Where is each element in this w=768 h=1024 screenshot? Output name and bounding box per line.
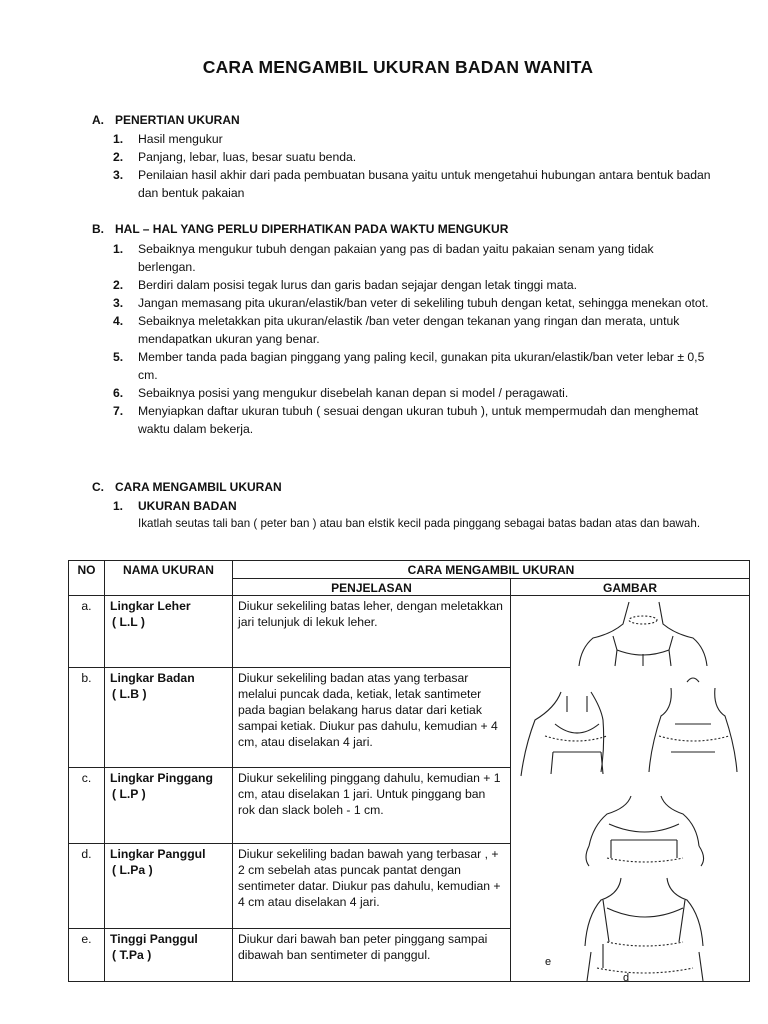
row-name (105, 928, 233, 981)
header-method: CARA MENGAMBIL UKURAN (233, 561, 750, 579)
section-a-heading (92, 113, 240, 127)
figure-cell (511, 596, 750, 982)
item-number: 6. (113, 386, 124, 400)
section-a-list (113, 130, 713, 202)
row-no: d. (69, 843, 105, 928)
list-item (113, 348, 713, 384)
row-no: a. (69, 596, 105, 668)
measure-name: Lingkar Leher (110, 599, 191, 613)
subsection-number: 1. (113, 499, 124, 513)
hip-figure (545, 878, 703, 981)
measure-abbr: ( L.P ) (112, 786, 146, 801)
subsection-heading (113, 499, 237, 513)
section-c-title: CARA MENGAMBIL UKURAN (115, 480, 282, 494)
item-number: 1. (113, 242, 124, 256)
section-a-label: A. (92, 113, 104, 127)
item-number: 7. (113, 404, 124, 418)
item-text: Berdiri dalam posisi tegak lurus dan garis badan sejajar dengan letak tinggi mata. (138, 278, 578, 292)
list-item (113, 384, 713, 402)
item-text: Sebaiknya posisi yang mengukur disebelah kanan depan si model / peragawati. (138, 386, 569, 400)
measure-abbr: ( L.Pa ) (112, 862, 153, 877)
list-item (113, 402, 713, 438)
measure-name: Lingkar Badan (110, 670, 195, 685)
item-number: 3. (113, 296, 124, 310)
section-a-title: PENERTIAN UKURAN (115, 113, 240, 127)
subsection-title: UKURAN BADAN (138, 499, 237, 513)
list-item (113, 166, 713, 202)
section-b-title: HAL – HAL YANG PERLU DIPERHATIKAN PADA WAKTU MENGUKUR (115, 222, 509, 236)
item-text: Penilaian hasil akhir dari pada pembuatan busana yaitu untuk mengetahui hubungan antara bentuk badan dan bentuk pakaian (138, 168, 711, 200)
item-text: Sebaiknya meletakkan pita ukuran/elastik /ban veter dengan tekanan yang ringan dan merata, untuk mendapatkan ukuran yang benar. (138, 314, 680, 346)
bust-figure (521, 678, 737, 776)
list-item (113, 294, 713, 312)
item-number: 1. (113, 132, 124, 146)
section-c-label: C. (92, 480, 104, 494)
measure-abbr: ( L.B ) (112, 686, 147, 701)
section-c-heading (92, 480, 282, 494)
list-item (113, 130, 713, 148)
list-item (113, 312, 713, 348)
neck-figure (579, 602, 707, 666)
list-item (113, 276, 713, 294)
row-name (105, 843, 233, 928)
item-text: Sebaiknya mengukur tubuh dengan pakaian yang pas di badan yaitu pakaian senam yang tidak berlengan. (138, 242, 654, 274)
row-no: e. (69, 928, 105, 981)
header-explanation: PENJELASAN (233, 579, 511, 596)
row-desc: Diukur sekeliling badan atas yang terbasar melalui puncak dada, ketiak, letak santimeter pada bagian belakang harus datar dari ketiak sampai ketiak. Diukur pas dahulu, kemudian + 4 cm, atau diselakan 4 jari. (233, 667, 511, 767)
item-number: 2. (113, 278, 124, 292)
item-text: Panjang, lebar, luas, besar suatu benda. (138, 150, 357, 164)
page-title: CARA MENGAMBIL UKURAN BADAN WANITA (202, 57, 594, 77)
header-name: NAMA UKURAN (105, 561, 233, 596)
section-b-list (113, 240, 713, 438)
table-row (69, 596, 750, 668)
label-e: e (545, 956, 552, 968)
header-no: NO (69, 561, 105, 596)
body-measurement-illustration (511, 596, 750, 981)
row-no: c. (69, 767, 105, 843)
item-number: 3. (113, 168, 124, 182)
measure-abbr: ( L.L ) (112, 615, 145, 629)
row-desc: Diukur sekeliling batas leher, dengan meletakkan jari telunjuk di lekuk leher. (233, 596, 511, 668)
measure-name: Tinggi Panggul (110, 931, 198, 946)
item-text: Menyiapkan daftar ukuran tubuh ( sesuai dengan ukuran tubuh ), untuk mempermudah dan menghemat waktu dalam bekerja. (138, 404, 699, 436)
item-text: Member tanda pada bagian pinggang yang paling kecil, gunakan pita ukuran/elastik/ban veter lebar ± 0,5 cm. (138, 350, 705, 382)
item-text: Hasil mengukur (138, 132, 223, 146)
row-name (105, 767, 233, 843)
measurement-table (68, 560, 750, 982)
section-b-label: B. (92, 222, 104, 236)
list-item (113, 240, 713, 276)
item-number: 2. (113, 150, 124, 164)
header-picture: GAMBAR (511, 579, 750, 596)
row-desc: Diukur sekeliling badan bawah yang terbasar , + 2 cm sebelah atas puncak pantat dengan sentimeter datar. Diukur pas dahulu, kemudian + 4 cm atau diselakan 4 jari. (233, 843, 511, 928)
waist-figure (586, 796, 704, 866)
section-c-paragraph: Ikatlah seutas tali ban ( peter ban ) atau ban elstik kecil pada pinggang sebagai batas badan atas dan bawah. (138, 517, 701, 530)
measure-name: Lingkar Pinggang (110, 770, 213, 785)
measure-name: Lingkar Panggul (110, 846, 206, 861)
measure-abbr: ( T.Pa ) (112, 947, 152, 962)
label-d: d (623, 972, 630, 981)
list-item (113, 148, 713, 166)
item-number: 4. (113, 314, 124, 328)
item-number: 5. (113, 350, 124, 364)
section-b-heading (92, 222, 508, 236)
row-name (105, 667, 233, 767)
row-name (105, 596, 233, 668)
row-desc: Diukur dari bawah ban peter pinggang sampai dibawah ban sentimeter di panggul. (233, 928, 511, 981)
item-text: Jangan memasang pita ukuran/elastik/ban veter di sekeliling tubuh dengan ketat, sehingga menekan otot. (138, 296, 709, 310)
row-desc: Diukur sekeliling pinggang dahulu, kemudian + 1 cm, atau diselakan 1 jari. Untuk pinggang ban rok dan slack boleh - 1 cm. (233, 767, 511, 843)
row-no: b. (69, 667, 105, 767)
